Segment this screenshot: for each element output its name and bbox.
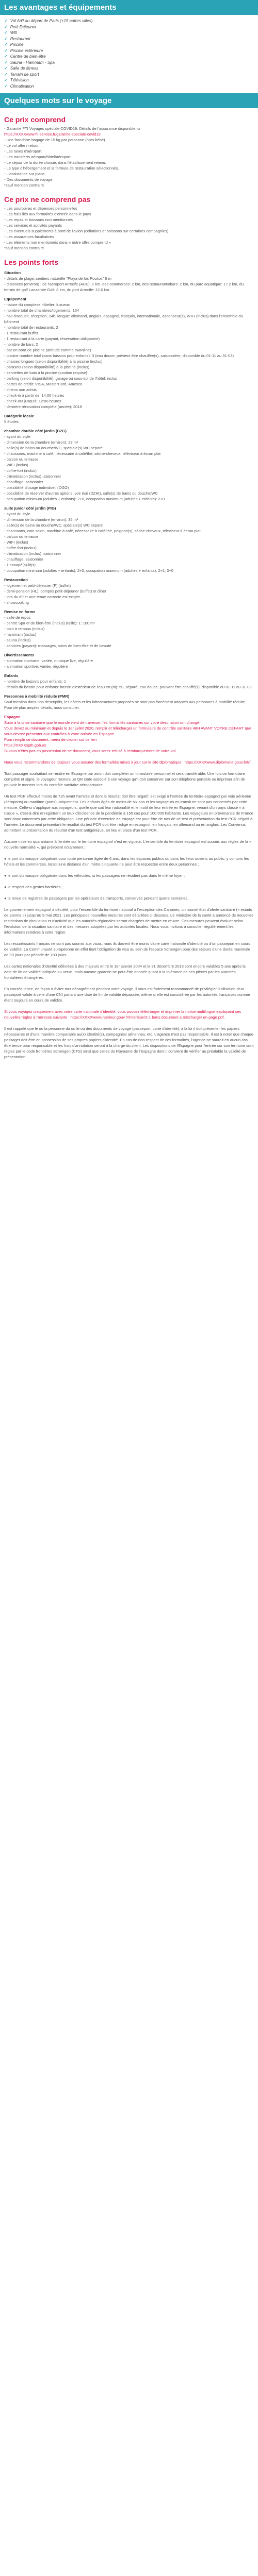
subsection-chambre-double xyxy=(4,434,254,502)
text-line: Pour remplir ce document, merci de cliquer sur ce lien xyxy=(4,737,97,742)
text-line: - climatisation (inclus), saisonnier xyxy=(4,474,61,479)
equipement-item xyxy=(4,77,258,83)
subsection-heading: suite junior côté jardin (PIG) xyxy=(4,506,56,511)
text-line: - chaussons, coin salon, machine à café, nécessaire à café/thé, peignoir(s), sèche-cheveux, téléviseur à écran plat xyxy=(4,529,201,533)
points-forts-body xyxy=(4,270,254,1060)
subsection-situation xyxy=(4,276,254,293)
text-line: - hammam (inclus) xyxy=(4,632,37,637)
text-line: - bar en bord de piscine (attitude comme swanline) xyxy=(4,348,91,352)
text-line: - climatisation (inclus), saisonnier xyxy=(4,551,61,556)
check-icon: ✓ xyxy=(4,19,8,23)
text-line xyxy=(4,867,254,873)
subsection-heading: Equipement xyxy=(4,297,26,301)
text-line: Les cartes nationales d'identité délivrées à des majeurs entre le 1er janvier 2004 et le 31 décembre 2013 sont encore valables 5 ans après la date de fin de validité indiquée au verso, mais aucune garantie ne peut être donnée quant à la tolérance de ces pièces par les autorités frontalières étrangères. xyxy=(4,964,246,980)
text-line: - occupation minimum (adultes + enfants): 2+0, occupation maximum (adultes + enfants): 2+0 xyxy=(4,497,165,501)
text-line: - chiens non admis xyxy=(4,387,37,392)
text-line: - piscine nombre total (sans bassins pour enfants): 3 (eau douce, prévient être chauffée(s), saisonnière, disponible du 01-11 au 31-03) xyxy=(4,353,234,358)
text-line: - Le vol aller / retour xyxy=(4,143,39,148)
text-line: - détails de plage: sentiers naturelle "Playa de los Pocitos" 5 m xyxy=(4,276,111,281)
text-line: - nature du complexe hôtelier: luxueux xyxy=(4,302,70,307)
text-line: - chaussons, machine à café, nécessaire à café/thé, sèche-cheveux, téléviseur à écran plat xyxy=(4,451,161,456)
text-line: - sauna (inclus) xyxy=(4,638,31,642)
points-forts-section xyxy=(0,258,258,1060)
text-line: - Les taxes d'aéroport. xyxy=(4,149,43,154)
equipements-banner: Les avantages et équipements xyxy=(0,0,258,15)
subsection-enfants xyxy=(4,679,254,690)
text-line: - détails du bassin pour enfants: bassin d'extérieur de l'eau en (m): 50, séparé, eau douce, pouvant être chauffé(s), disponible du 01-11 au 31-03 xyxy=(4,685,252,689)
text-line: - coffre-fort (inclus) xyxy=(4,546,37,550)
equipement-item xyxy=(4,72,258,78)
text-line: - Les assurances facultatives xyxy=(4,234,54,239)
subsection-pmr xyxy=(4,699,254,710)
equipement-item xyxy=(4,54,258,60)
prix-comprend-lines xyxy=(4,126,254,188)
text-line: - check-in à partir de: 14:00 heures xyxy=(4,393,64,398)
text-line: - logement et petit-déjeuner (F) (buffet) xyxy=(4,583,71,588)
equipement-label: Centre de bien-être xyxy=(10,54,46,59)
text-line: Le gouvernement espagnol a décrété, pour l'ensemble du territoire national à l'exception des Canaries, un nouvel état d'alerte sanitaire (« estado de alarma ») jusqu'au 9 mai 2021. Les principales nouvelles mesures sont détaillées ci-dessous. Le ministère de la santé a annoncé de nouvelles restrictions de circulation et d'activité que les autorités régionales seront chargées de mettre en œuvre. Ces mesures peuvent évoluer selon l'évolution de la situation sanitaire et des mesures adoptées par les autorités locales. Nous vous invitons à consulter régulièrement les informations relatives à cette région. xyxy=(4,907,253,935)
text-line: - hall d'accueil, réception, 24h, langue: allemand, anglais, espagnol, français, internationale, ascenseur(s), WIFI (inclus) dans l'ensemble du bâtiment xyxy=(4,314,243,324)
text-line: - dimension de la chambre (environ): 35 m² xyxy=(4,517,78,522)
prix-ne-comprend-title: Ce prix ne comprend pas xyxy=(4,195,91,204)
text-line xyxy=(4,958,254,963)
text-line: 5 étoiles xyxy=(4,419,19,424)
text-line: - nombre total de restaurants: 2 xyxy=(4,325,58,330)
text-line: - chauffage, saisonnier xyxy=(4,557,43,562)
text-line: *sauf mention contraire xyxy=(4,246,44,250)
text-line: - occupation minimum (adultes + enfants): 2+0, occupation maximum (adultes + enfants): 2+1, 3+0 xyxy=(4,568,173,573)
text-line: ● le port du masque obligatoire pour toute personne âgée de 6 ans, dans les espaces publics ou dans les lieux ouverts au public, y compris les hôtels et les commerces, lorsqu'une distance d'un mètre cinquante ne peut être respectée entre deux personnes ; xyxy=(4,856,249,867)
equipement-label: Wifi xyxy=(10,30,17,35)
text-line: - nombre de bassins pour enfants: 1 xyxy=(4,679,67,684)
text-line: - services (payant): massages, soins de bien-être et de beauté xyxy=(4,643,111,648)
text-line: ● le port du masque obligatoire dans les véhicules, si les passagers ne résident pas dans le même foyer ; xyxy=(4,873,185,878)
text-line: - animation sportive: variée, régulière xyxy=(4,664,68,669)
check-icon: ✓ xyxy=(4,36,8,41)
text-line: Si vous n'êtes pas en possession de ce document, vous serez refusé à l'embarquement de votre vol. xyxy=(4,749,177,753)
text-line: ● la tenue de registres de passagers par les opérateurs de transports, conservés pendant quatre semaines. xyxy=(4,896,189,901)
equipement-item xyxy=(4,30,258,36)
check-icon: ✓ xyxy=(4,24,8,29)
text-line xyxy=(4,890,254,895)
text-line: - dimension de la chambre (environ): 29 m² xyxy=(4,440,78,445)
subsection-heading: chambre double côté jardin (DZG) xyxy=(4,429,67,433)
prix-ne-comprend-section xyxy=(0,195,258,251)
text-line: Sauf mention dans nos descriptifs, les hôtels et les infrastructures proposés ne sont pas forcément adaptés aux personnes à mobilité réduite. Pour de plus amples détails, nous consulter. xyxy=(4,700,246,710)
check-icon: ✓ xyxy=(4,42,8,47)
text-line: *sauf mention contraire xyxy=(4,183,44,188)
subsection-divertissements xyxy=(4,658,254,669)
subsection-heading: Divertissements xyxy=(4,653,34,657)
subsection-equipement xyxy=(4,302,254,410)
text-line: - animation nocturne: variée, musique live, régulière xyxy=(4,658,93,663)
text-line: - Le séjour de la durée choisie, dans l'établissement retenu. xyxy=(4,160,106,165)
text-line xyxy=(4,1020,254,1026)
subsection-remise xyxy=(4,615,254,649)
text-line[interactable]: https://XXXXspth.gob.es xyxy=(4,743,46,748)
points-forts-title: Les points forts xyxy=(4,258,59,266)
text-line xyxy=(4,1003,254,1009)
equipement-label: Salle de fitness xyxy=(10,66,38,71)
text-line: - Les transferts aéroport/hôtel/aéroport. xyxy=(4,155,72,159)
subsection-heading: Situation xyxy=(4,270,21,275)
equipements-list xyxy=(0,18,258,89)
text-line: - coffre-fort (inclus) xyxy=(4,468,37,473)
text-line: - showcooking xyxy=(4,600,29,605)
text-line: - Une franchise bagage de 15 kg par personne (hors bébé) xyxy=(4,138,105,142)
text-line: - WIFI (inclus) xyxy=(4,540,28,545)
check-icon: ✓ xyxy=(4,54,8,59)
text-line: - demi-pension (HL): compris petit-déjeuner (buffet) et dîner xyxy=(4,589,106,594)
text-line: - Les éléments non mentionnés dans « notre offre comprend » xyxy=(4,240,111,245)
text-line: Un test PCR effectué moins de 72h avant l'arrivée et dont le résultat doit être négatif, est exigé à l'entrée du territoire espagnol par voie aérienne (aéroports) ou maritime (ports) uniquement. Les enfants âgés de moins de six ans et les voyageurs en transit ne sont pas concernés par cette mesure. Celle-ci s'applique aux voyageurs, quelle que soit leur nationalité et le motif de leur entrée en Espagne, venant d'un pays classé « à risque », c'est-à-dire enregistrant un taux d'incidence de la pandémie à 150 cas pour 100 000 habitants. Les voyageurs en provenance de France sont donc concernés par cette obligation. Une période d'exercice de traçage est pour être de nos de ce test et présentation du test PCR négatif à l'arrivée. Le document présentant le résultat du test PCR doit être rédigé en espagnol, en français, en allemand ou en anglais. Les Convenus admettent la présentation du résultat d'un test antigénique, en lieu et place d'un test PCR. xyxy=(4,794,253,833)
text-line: En conséquence, de façon à éviter tout désagrément pendant votre voyage, il vous est fortement recommandé de privilégier l'utilisation d'un passeport valide à celle d'une CNI portant une date de fin de validité dépassée, même si elle est considérée par les autorités françaises comme étant toujours en cours de validité. xyxy=(4,987,250,1003)
subsection-heading: Espagne xyxy=(4,715,21,719)
equipement-item xyxy=(4,60,258,66)
text-line: ● le respect des gestes barrières ; xyxy=(4,885,63,889)
check-icon: ✓ xyxy=(4,30,8,35)
text-line: - centre Spa et de bien-être (inclus) (taille): 1: 100 m² xyxy=(4,621,95,625)
text-line xyxy=(4,901,254,907)
prix-comprend-title: Ce prix comprend xyxy=(4,115,66,124)
text-line: - salle de repos xyxy=(4,615,31,620)
equipement-item xyxy=(4,24,258,30)
prix-comprend-section xyxy=(0,115,258,188)
text-line[interactable]: https://XXXXwww.fti-service.fr/garantie-speciale-covid19 xyxy=(4,132,101,137)
text-line xyxy=(4,935,254,941)
text-line xyxy=(4,878,254,884)
text-line: - 1 restaurant à la carte (payant, réservation obligatoire) xyxy=(4,336,100,341)
text-line xyxy=(4,754,254,759)
text-line: - nombre de bars: 2 xyxy=(4,342,38,347)
page xyxy=(0,0,258,1060)
text-line: Suite à la crise sanitaire que le monde vient de traverser, les formalités sanitaires sur votre destination ont changé. xyxy=(4,720,201,725)
subsection-categorie xyxy=(4,419,254,425)
equipement-item xyxy=(4,42,258,48)
text-line: - Les frais liés aux formalités d'entrée dans le pays xyxy=(4,212,91,216)
text-line: - 1 canapé(s)-lit(s) xyxy=(4,563,36,567)
text-line: - bain à remous (inclus) xyxy=(4,626,45,631)
equipement-item xyxy=(4,48,258,54)
equipement-item xyxy=(4,36,258,42)
text-line: - chaises longues (selon disponibilité) à la piscine (inclus) xyxy=(4,359,103,364)
equipement-label: Piscine xyxy=(10,42,24,47)
text-line: - ayant du style xyxy=(4,512,30,516)
text-line: - Les repas et boissons non mentionnés xyxy=(4,217,73,222)
check-icon: ✓ xyxy=(4,72,8,77)
text-line: Vous devez au minimum et depuis le 1er juillet 2020, remplir et télécharger un formulaire de contrôle sanitaire 48H AVANT VOTRE DÉPART que vous devrez présenter aux contrôles à votre arrivée en Espagne. xyxy=(4,726,251,736)
subsection-restauration xyxy=(4,583,254,605)
equipement-label: Piscine extérieure xyxy=(10,48,43,53)
equipement-item xyxy=(4,18,258,24)
check-icon: ✓ xyxy=(4,83,8,89)
text-line: - dernière rénovation complète (année): 2018 xyxy=(4,404,82,409)
subsection-heading: Enfants xyxy=(4,673,19,678)
text-line: - WIFI (inclus) xyxy=(4,463,28,467)
text-line: Il est rappelé que le ou la personne du ou le ou des documents de voyage (passeport, carte d'identité), à la loi il doit présenter les papiers nécessaires et d'une manière comparable au(x) identité(s), compagnies aériennes, etc. L'agence n'est pas responsable. Il est à noter que chaque passager doit être en possession de ses propres papiers d'identité. En cas de non-respect de ces formalités, l'agence ne saurait en aucun cas être tenue pour responsable et les frais d'annulation seront à la charge du client. Les dispositions de l'Espagne pour l'entrée sur son territoire sont régies par le code frontières Schengen (CFS) ainsi que celles du Royaume de l'Espagne dont il convient de vérifier au préalable la validité de présentation. xyxy=(4,1026,254,1059)
text-line[interactable]: Nous vous recommandons de toujours vous assurer des formalités mises à jour sur le site diplomatique : https://XXXXwww.diplomatie.gouv.fr/fr/ xyxy=(4,760,251,765)
equipement-label: Sauna - Hammam - Spa xyxy=(10,60,55,65)
subsection-heading: Restauration xyxy=(4,578,28,582)
subsection-espagne xyxy=(4,720,254,1060)
quick-banner: Quelques mots sur le voyage xyxy=(0,93,258,108)
text-line xyxy=(4,788,254,793)
prix-ne-comprend-lines xyxy=(4,206,254,251)
text-line: Aucune mise en quarantaine à l'entrée sur le territoire espagnol n'est en vigueur. L'ensemble du territoire espagnol est soumis aux règles de la « nouvelle normalité », qui prévoient notamment : xyxy=(4,839,252,850)
text-line: - Des documents de voyage. xyxy=(4,177,54,182)
text-line: - parking (selon disponibilité), garage ou sous-sol de l'hôtel: inclus xyxy=(4,376,117,381)
equipement-label: Climatisation xyxy=(10,83,34,89)
text-line xyxy=(4,980,254,986)
text-line: - L'assistance sur place. xyxy=(4,172,46,176)
subsection-suite-junior xyxy=(4,511,254,573)
text-line: - distances (environ) : de l'aéroport Arrecife (ACE): 7 km, des commerces: 2 km, des restaurants/bars: 2 km, du parc aquatique: 17.2 km, du terrain de golf Lanzarote Golf: 8 km, du port Arrecife: 12.6 km xyxy=(4,282,244,292)
text-line[interactable]: Si vous voyagez uniquement avec votre carte nationale d'identité, vous pouvez télécharger et imprimer la notice multilingue expliquant ses nouvelles règles à l'adresse suivante : https://XXXXwww.interieur.gouv.fr/Interieur/st-1 bans document a télécharger en page pdf. xyxy=(4,1009,241,1020)
text-line: - Les éventuels suppléments à bord de l'avion (collations et boissons sur certaines compagnies) xyxy=(4,229,169,233)
text-line: - nombre total de chambres/logements: 154 xyxy=(4,308,79,313)
text-line: - Les services et activités payants xyxy=(4,223,62,228)
text-line: - balcon ou terrasse xyxy=(4,457,39,462)
subsection-heading: Personnes à mobilité réduite (PMR) xyxy=(4,694,70,699)
check-icon: ✓ xyxy=(4,60,8,65)
equipement-label: Vol A/R au départ de Paris (+15 autres villes) xyxy=(10,19,93,23)
equipement-label: Restaurant xyxy=(10,36,30,41)
text-line: - 1 restaurant buffet xyxy=(4,331,38,335)
text-line: Les ressortissants français ne sont pas soumis aux visas, mais ils doivent être munis d'une carte nationale d'identité ou d'un passeport en cours de validité. La Communauté européenne en effet tient l'obligation de visa au sein de l'espace Schengen pour des séjours d'une durée maximale de 90 jours par période de 180 jours. xyxy=(4,941,251,957)
text-line: - cartes de crédit: VISA, MasterCard, Amexco xyxy=(4,382,83,386)
text-line xyxy=(4,850,254,856)
text-line: - serviettes de bain à la piscine (caution requise) xyxy=(4,370,87,375)
text-line: - lors du dîner une tenue correcte est exigée. xyxy=(4,595,82,599)
equipement-label: Petit Déjeuner xyxy=(10,24,37,29)
text-line: - check-out jusqu'à: 12:00 heures xyxy=(4,399,61,403)
text-line: - Les pourboires et dépenses personnelles xyxy=(4,206,77,211)
text-line: - ayant du style xyxy=(4,434,30,439)
text-line xyxy=(4,833,254,839)
text-line: - Le type d'hébergement et la formule de restauration sélectionnés. xyxy=(4,166,119,171)
text-line: - chauffage, saisonnier xyxy=(4,480,43,484)
text-line: - Garantie FTI Voyages spéciale COVID19. Détails de l'assurance disponible ici xyxy=(4,126,140,131)
text-line: - possibilité de réserver d'autres options: voir ésé (DZHI), salle(s) de bains ou douche/WC xyxy=(4,491,158,496)
text-line: - possibilité d'usage individuel: (DGO) xyxy=(4,485,69,490)
check-icon: ✓ xyxy=(4,78,8,82)
equipement-label: Terrain de sport xyxy=(10,72,39,77)
equipement-label: Télévision xyxy=(10,78,29,82)
equipement-item xyxy=(4,65,258,72)
text-line: - salle(s) de bains ou douche/WC, spéciale(s) WC séparé xyxy=(4,446,103,450)
equipement-item xyxy=(4,83,258,90)
text-line: - balcon ou terrasse xyxy=(4,534,39,539)
text-line: Tout passager souhaitant se rendre en Espagne par avion doit compléter un formulaire personnel et sera transférable. Une fois ce formulaire complété et signé, le voyageur recevra un QR code associé à son voyage qu'il doit conserver sur son téléphone portable ou imprimer afin de pouvoir le montrer lors du contrôle sanitaire aéroportuaire. xyxy=(4,771,245,787)
check-icon: ✓ xyxy=(4,66,8,71)
text-line: - parasols (selon disponibilité) à la piscine (inclus) xyxy=(4,365,90,369)
text-line: - salle(s) de bains ou douche/WC, spéciale(s) WC séparé xyxy=(4,523,103,528)
text-line xyxy=(4,765,254,771)
check-icon: ✓ xyxy=(4,48,8,53)
subsection-heading: Catégorie locale xyxy=(4,414,34,418)
subsection-heading: Remise en forme xyxy=(4,609,36,614)
